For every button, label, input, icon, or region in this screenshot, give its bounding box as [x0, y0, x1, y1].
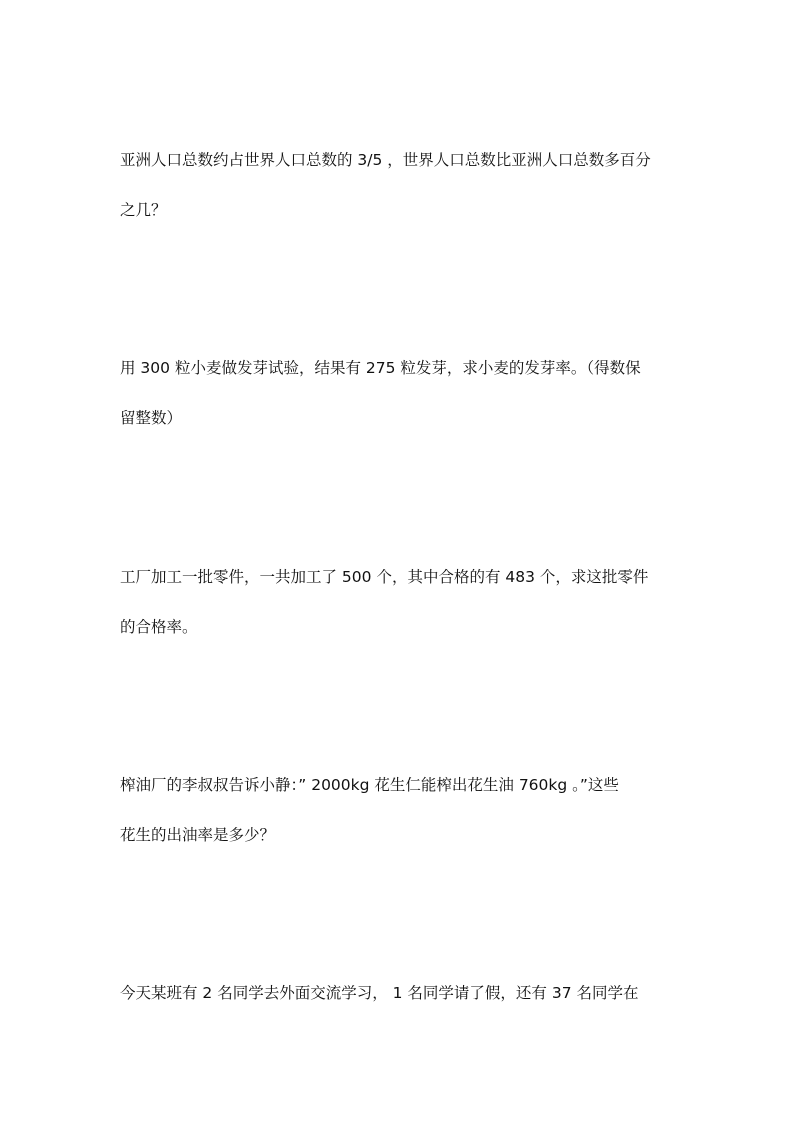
problem-5 [120, 983, 680, 1003]
problem-2-line-1: 用 300 粒小麦做发芽试验，结果有 275 粒发芽，求小麦的发芽率。（得数保 [120, 359, 641, 377]
problem-5-line-1: 今天某班有 2 名同学去外面交流学习， 1 名同学请了假，还有 37 名同学在 [120, 984, 639, 1002]
problem-2 [120, 358, 680, 428]
problem-1 [120, 150, 680, 220]
problem-3 [120, 567, 680, 637]
problem-3-line-2: 的合格率。 [120, 618, 198, 636]
problem-4 [120, 775, 680, 845]
problem-2-line-2: 留整数） [120, 409, 183, 427]
problem-3-line-1: 工厂加工一批零件，一共加工了 500 个，其中合格的有 483 个，求这批零件 [120, 568, 649, 586]
problem-4-line-1: 榨油厂的李叔叔告诉小静：” 2000kg 花生仁能榨出花生油 760kg 。”这些 [120, 776, 619, 794]
problem-4-line-2: 花生的出油率是多少？ [120, 826, 276, 844]
problem-1-line-1: 亚洲人口总数约占世界人口总数的 3/5 ，世界人口总数比亚洲人口总数多百分 [120, 151, 651, 169]
problem-1-line-2: 之几？ [120, 201, 167, 219]
